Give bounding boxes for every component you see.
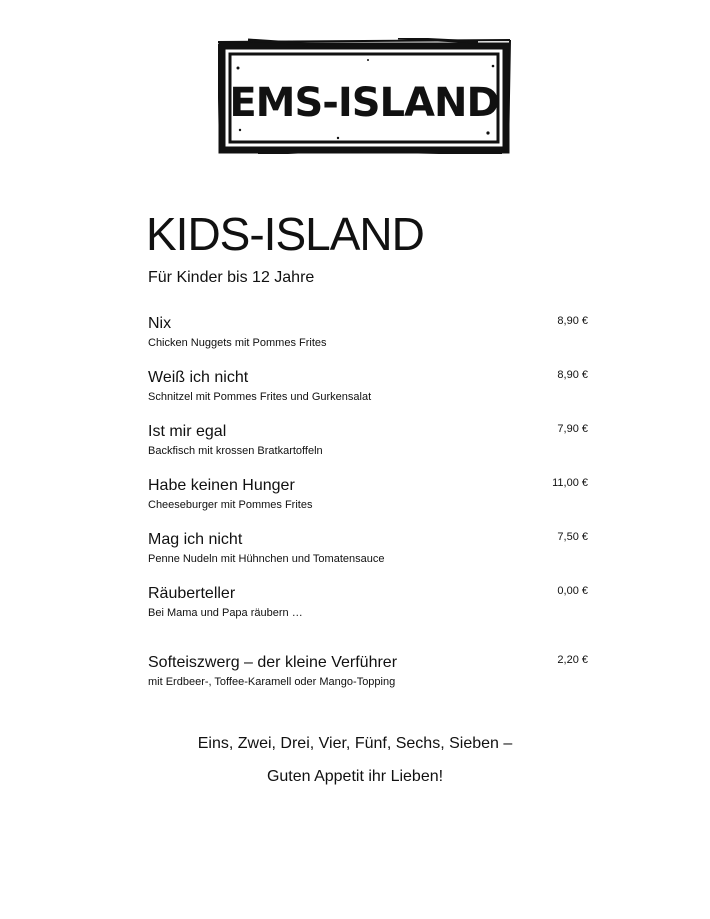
menu-item-price: 8,90 €	[557, 315, 588, 327]
menu-item-name: Softeiszwerg – der kleine Verführer	[148, 654, 398, 671]
menu-item-mag-ich-nicht	[148, 530, 588, 584]
menu-item-name: Räuberteller	[148, 585, 236, 602]
menu-item-ist-mir-egal	[148, 422, 588, 476]
menu-item-description: Penne Nudeln mit Hühnchen und Tomatensauce	[148, 553, 385, 565]
page-subtitle: Für Kinder bis 12 Jahre	[148, 269, 315, 286]
menu-item-name: Nix	[148, 315, 172, 332]
page-title: KIDS-ISLAND	[146, 208, 424, 260]
menu-item-weiss-ich-nicht	[148, 368, 588, 422]
menu-item-price: 11,00 €	[552, 477, 588, 489]
menu-item-name: Ist mir egal	[148, 423, 227, 440]
menu-item-price: 8,90 €	[557, 369, 588, 381]
menu-item-price: 2,20 €	[557, 654, 588, 666]
menu-item-description: Bei Mama und Papa räubern …	[148, 607, 303, 619]
menu-item-name: Mag ich nicht	[148, 531, 243, 548]
menu-item-price: 0,00 €	[557, 585, 588, 597]
menu-item-description: Schnitzel mit Pommes Frites und Gurkensalat	[148, 391, 372, 403]
menu-item-softeiszwerg	[148, 653, 588, 707]
brand-logo	[218, 38, 512, 154]
logo-wordmark: EMS-ISLAND	[229, 80, 499, 126]
menu-item-name: Habe keinen Hunger	[148, 477, 295, 494]
menu-item-nix	[148, 314, 588, 368]
ems-island-logo-stamp	[218, 38, 512, 154]
menu-item-habe-keinen-hunger	[148, 476, 588, 530]
closing-rhyme-line-2: Guten Appetit ihr Lieben!	[266, 768, 444, 785]
menu-item-name: Weiß ich nicht	[148, 369, 249, 386]
menu-item-description: Backfisch mit krossen Bratkartoffeln	[148, 445, 323, 457]
menu-item-description: Cheeseburger mit Pommes Frites	[148, 499, 313, 511]
menu-item-price: 7,90 €	[557, 423, 588, 435]
menu-item-raeuberteller	[148, 584, 588, 638]
kids-menu-list	[148, 314, 588, 707]
menu-item-description: Chicken Nuggets mit Pommes Frites	[148, 337, 327, 349]
menu-item-price: 7,50 €	[557, 531, 588, 543]
closing-rhyme-line-1: Eins, Zwei, Drei, Vier, Fünf, Sechs, Sieben –	[197, 735, 513, 752]
menu-item-description: mit Erdbeer-, Toffee-Karamell oder Mango-Topping	[148, 676, 396, 688]
